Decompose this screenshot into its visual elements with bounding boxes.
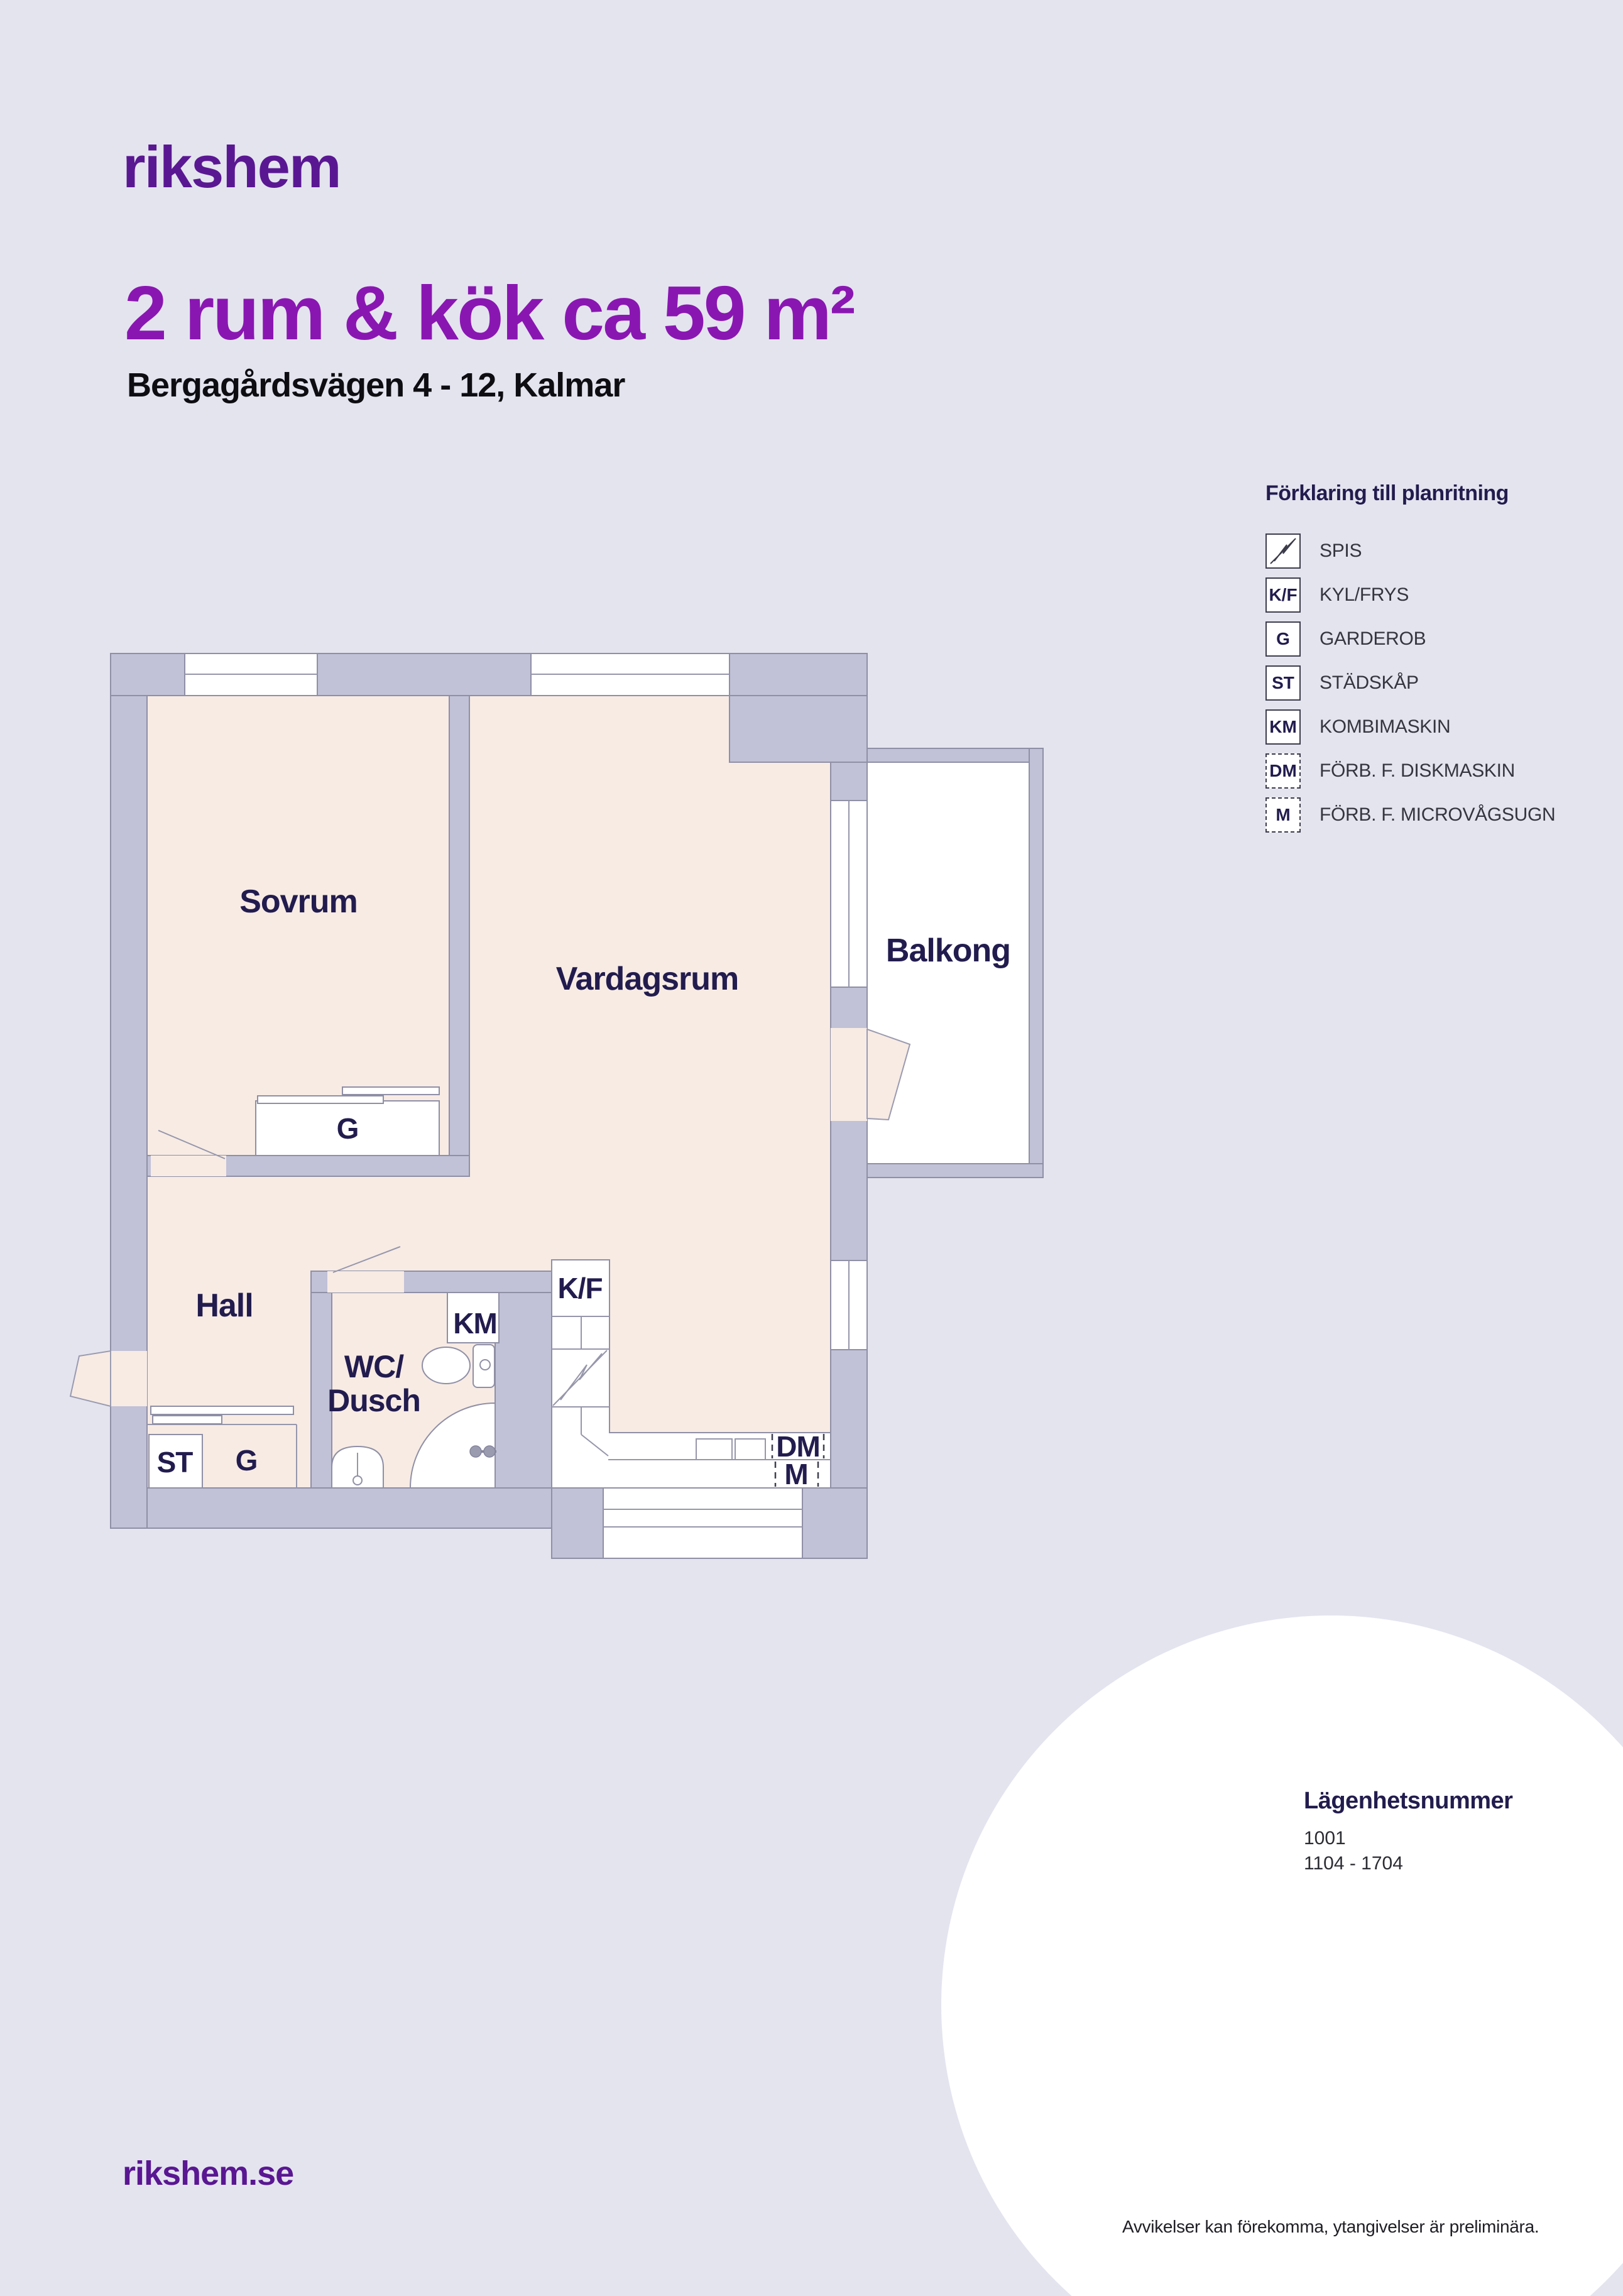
room-label-wc: WC/	[344, 1349, 404, 1384]
rikshem-se-link[interactable]: rikshem.se	[123, 2155, 294, 2192]
label-g-hall: G	[235, 1444, 258, 1477]
sovrum-rail-right	[342, 1087, 439, 1095]
balcony-wall-top	[867, 748, 1043, 762]
sovrum-rail-left	[258, 1096, 383, 1103]
km-symbol-box: KM	[1265, 709, 1301, 745]
room-label-dusch: Dusch	[327, 1383, 420, 1418]
room-label-sovrum: Sovrum	[239, 883, 358, 920]
apartment-number-range: 1104 - 1704	[1304, 1853, 1403, 1874]
hall-rail-bottom	[153, 1416, 222, 1424]
disclaimer-text: Avvikelser kan förekomma, ytangivelser är preliminära.	[1122, 2217, 1539, 2236]
address-subtitle: Bergagårdsvägen 4 - 12, Kalmar	[127, 366, 625, 404]
kf-symbol-box: K/F	[1265, 577, 1301, 613]
label-g-sovrum: G	[336, 1112, 359, 1145]
apartment-number-value: 1001	[1304, 1828, 1346, 1849]
legend-item-label: KOMBIMASKIN	[1320, 716, 1451, 737]
legend-item-label: SPIS	[1320, 540, 1362, 561]
toilet-icon	[422, 1345, 495, 1387]
sovrum-door-opening	[151, 1156, 226, 1176]
balcony-wall-right	[1029, 748, 1043, 1178]
window-vardagsrum-top	[531, 653, 730, 696]
legend-item-label: FÖRB. F. MICROVÅGSUGN	[1320, 804, 1556, 825]
hall-rail-top	[151, 1406, 293, 1414]
room-label-balkong: Balkong	[885, 932, 1011, 969]
room-label-hall: Hall	[195, 1287, 253, 1324]
g-symbol-box: G	[1265, 621, 1301, 657]
entrance-door-opening	[111, 1351, 147, 1406]
legend-item-label: GARDEROB	[1320, 628, 1426, 649]
wall-sovrum-vardagsrum	[449, 696, 469, 1176]
label-st: ST	[156, 1446, 193, 1479]
balcony-door-opening	[831, 1028, 867, 1121]
wall-wc-right	[495, 1293, 552, 1488]
apartment-number-block	[1304, 1788, 1512, 1876]
room-label-vardagsrum: Vardagsrum	[555, 961, 739, 997]
m-symbol-box: M	[1265, 797, 1301, 833]
legend-item-label: STÄDSKÅP	[1320, 672, 1419, 693]
legend-item-label: KYL/FRYS	[1320, 584, 1409, 605]
wall-top-right-block	[730, 696, 867, 762]
rikshem-logo: rikshem	[123, 134, 341, 200]
legend-item-label: FÖRB. F. DISKMASKIN	[1320, 760, 1516, 781]
balcony-wall-bottom	[867, 1164, 1043, 1178]
page-title: 2 rum & kök ca 59 m²	[124, 270, 854, 356]
label-km: KM	[453, 1307, 497, 1340]
wc-door-opening	[327, 1271, 404, 1293]
apartment-number-title: Lägenhetsnummer	[1304, 1788, 1513, 1814]
label-m: M	[784, 1458, 808, 1490]
wall-bottom	[147, 1488, 552, 1528]
dm-symbol-box: DM	[1265, 753, 1301, 789]
legend-title: Förklaring till planritning	[1265, 481, 1509, 505]
label-kf: K/F	[557, 1272, 603, 1304]
label-dm: DM	[776, 1430, 820, 1463]
window-balcony	[831, 801, 867, 987]
window-right-lower	[831, 1260, 867, 1350]
washbasin-icon	[332, 1446, 383, 1488]
entrance-door-swing	[70, 1351, 111, 1406]
window-sovrum	[185, 653, 317, 696]
st-symbol-box: ST	[1265, 665, 1301, 701]
window-kitchen-bottom	[603, 1488, 802, 1558]
